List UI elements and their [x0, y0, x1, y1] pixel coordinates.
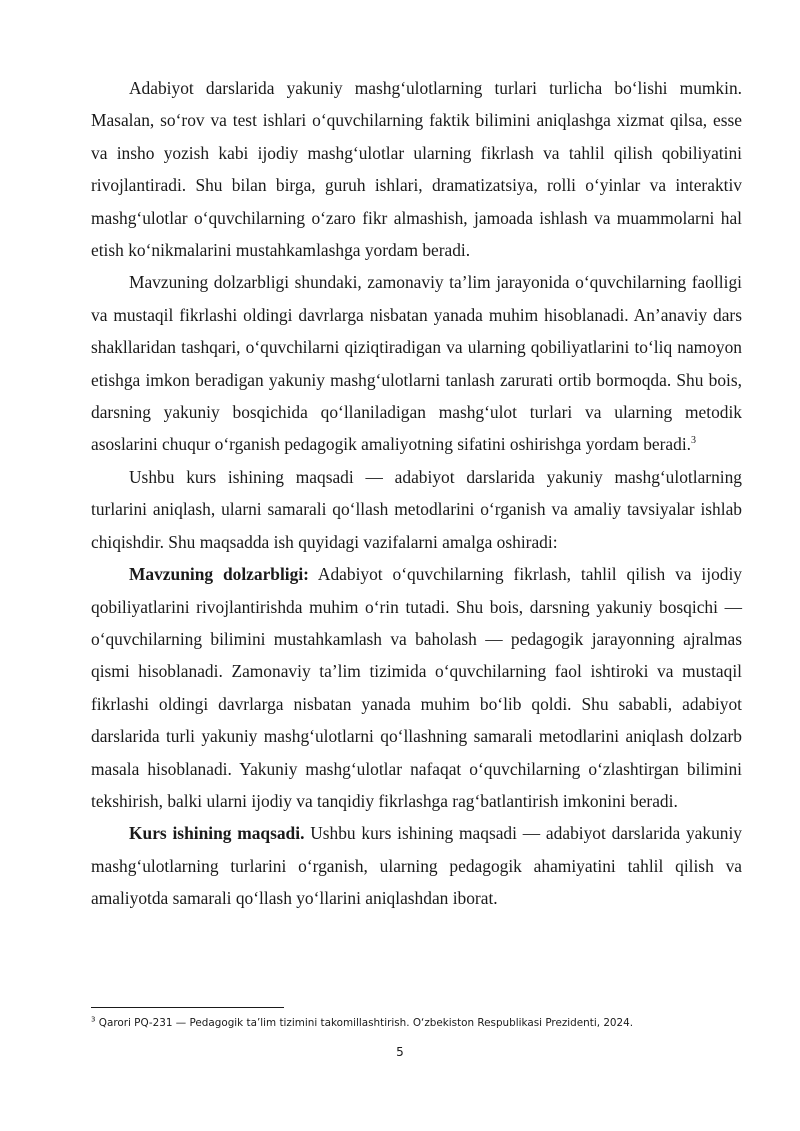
- page-body: [91, 72, 742, 915]
- paragraph-exam-types: [91, 72, 742, 266]
- footnote: [91, 1016, 742, 1030]
- paragraph-heading: Mavzuning dolzarbligi:: [129, 564, 309, 585]
- paragraph-course-goal-intro: [91, 461, 742, 558]
- paragraph-text: Mavzuning dolzarbligi shundaki, zamonaviy ta’lim jarayonida o‘quvchilarning faolligi va mustaqil fikrlashi oldingi davrlarga nisbatan yanada muhim hisoblanadi. An’anaviy dars shakllaridan tashqari, o‘quvchilarni qiziqtiradigan va ularning qobiliyatlarini to‘liq namoyon etishga imkon beradigan yakuniy mashg‘ulotlarni tanlash zarurati ortib bormoqda. Shu bois, darsning yakuniy bosqichida qo‘llaniladigan mashg‘ulot turlari va ularning metodik asoslarini chuqur o‘rganish pedagogik amaliyotning sifatini oshirishga yordam beradi.: [91, 272, 742, 455]
- paragraph-course-goal: [91, 817, 742, 914]
- paragraph-text: Adabiyot darslarida yakuniy mashg‘ulotlarning turlari turlicha bo‘lishi mumkin. Masalan, so‘rov va test ishlari o‘quvchilarning faktik bilimini aniqlashga xizmat qilsa, esse va insho yozish kabi ijodiy mashg‘ulotlar ularning fikrlash va tahlil qilish qobiliyatini rivojlantiradi. Shu bilan birga, guruh ishlari, dramatizatsiya, rolli o‘yinlar va interaktiv mashg‘ulotlar o‘quvchilarning o‘zaro fikr almashish, jamoada ishlash va muammolarni hal etish ko‘nikmalarini mustahkamlashga yordam beradi.: [91, 78, 742, 261]
- paragraph-relevance: [91, 558, 742, 817]
- paragraph-heading: Kurs ishining maqsadi.: [129, 823, 305, 844]
- paragraph-text: Ushbu kurs ishining maqsadi — adabiyot darslarida yakuniy mashg‘ulotlarning turlarini aniqlash, ularni samarali qo‘llash metodlarini o‘rganish va amaliy tavsiyalar ishlab chiqishdir. Shu maqsadda ish quyidagi vazifalarni amalga oshiradi:: [91, 466, 742, 552]
- paragraph-relevance-intro: [91, 266, 742, 460]
- page-number: 5: [396, 1045, 404, 1059]
- paragraph-text: Adabiyot o‘quvchilarning fikrlash, tahlil qilish va ijodiy qobiliyatlarini rivojlantirishda muhim o‘rin tutadi. Shu bois, darsning yakuniy bosqichi — o‘quvchilarning bilimini mustahkamlash va baholash — pedagogik jarayonning ajralmas qismi hisoblanadi. Zamonaviy ta’lim tizimida o‘quvchilarning faol ishtiroki va mustaqil fikrlashi oldingi davrlarga nisbatan yanada muhim bo‘lib qoldi. Shu sababli, adabiyot darslarida turli yakuniy mashg‘ulotlarni qo‘llashning samarali metodlarini aniqlash dolzarb masala hisoblanadi. Yakuniy mashg‘ulotlar nafaqat o‘quvchilarning o‘zlashtirgan bilimini tekshirish, balki ularni ijodiy va tanqidiy fikrlashga rag‘batlantirish imkonini beradi.: [91, 564, 742, 811]
- paragraph-text: Ushbu kurs ishining maqsadi — adabiyot darslarida yakuniy mashg‘ulotlarning turlarini o‘rganish, ularning pedagogik ahamiyatini tahlil qilish va amaliyotda samarali qo‘llash yo‘llarini aniqlashdan iborat.: [91, 823, 742, 909]
- footnote-separator: [91, 1007, 284, 1008]
- footnote-reference[interactable]: 3: [691, 435, 697, 447]
- footnote-number: 3: [91, 1015, 96, 1024]
- footnote-text: Qarori PQ-231 — Pedagogik ta’lim tizimini takomillashtirish. O‘zbekiston Respublikasi Prezidenti, 2024.: [95, 1017, 634, 1029]
